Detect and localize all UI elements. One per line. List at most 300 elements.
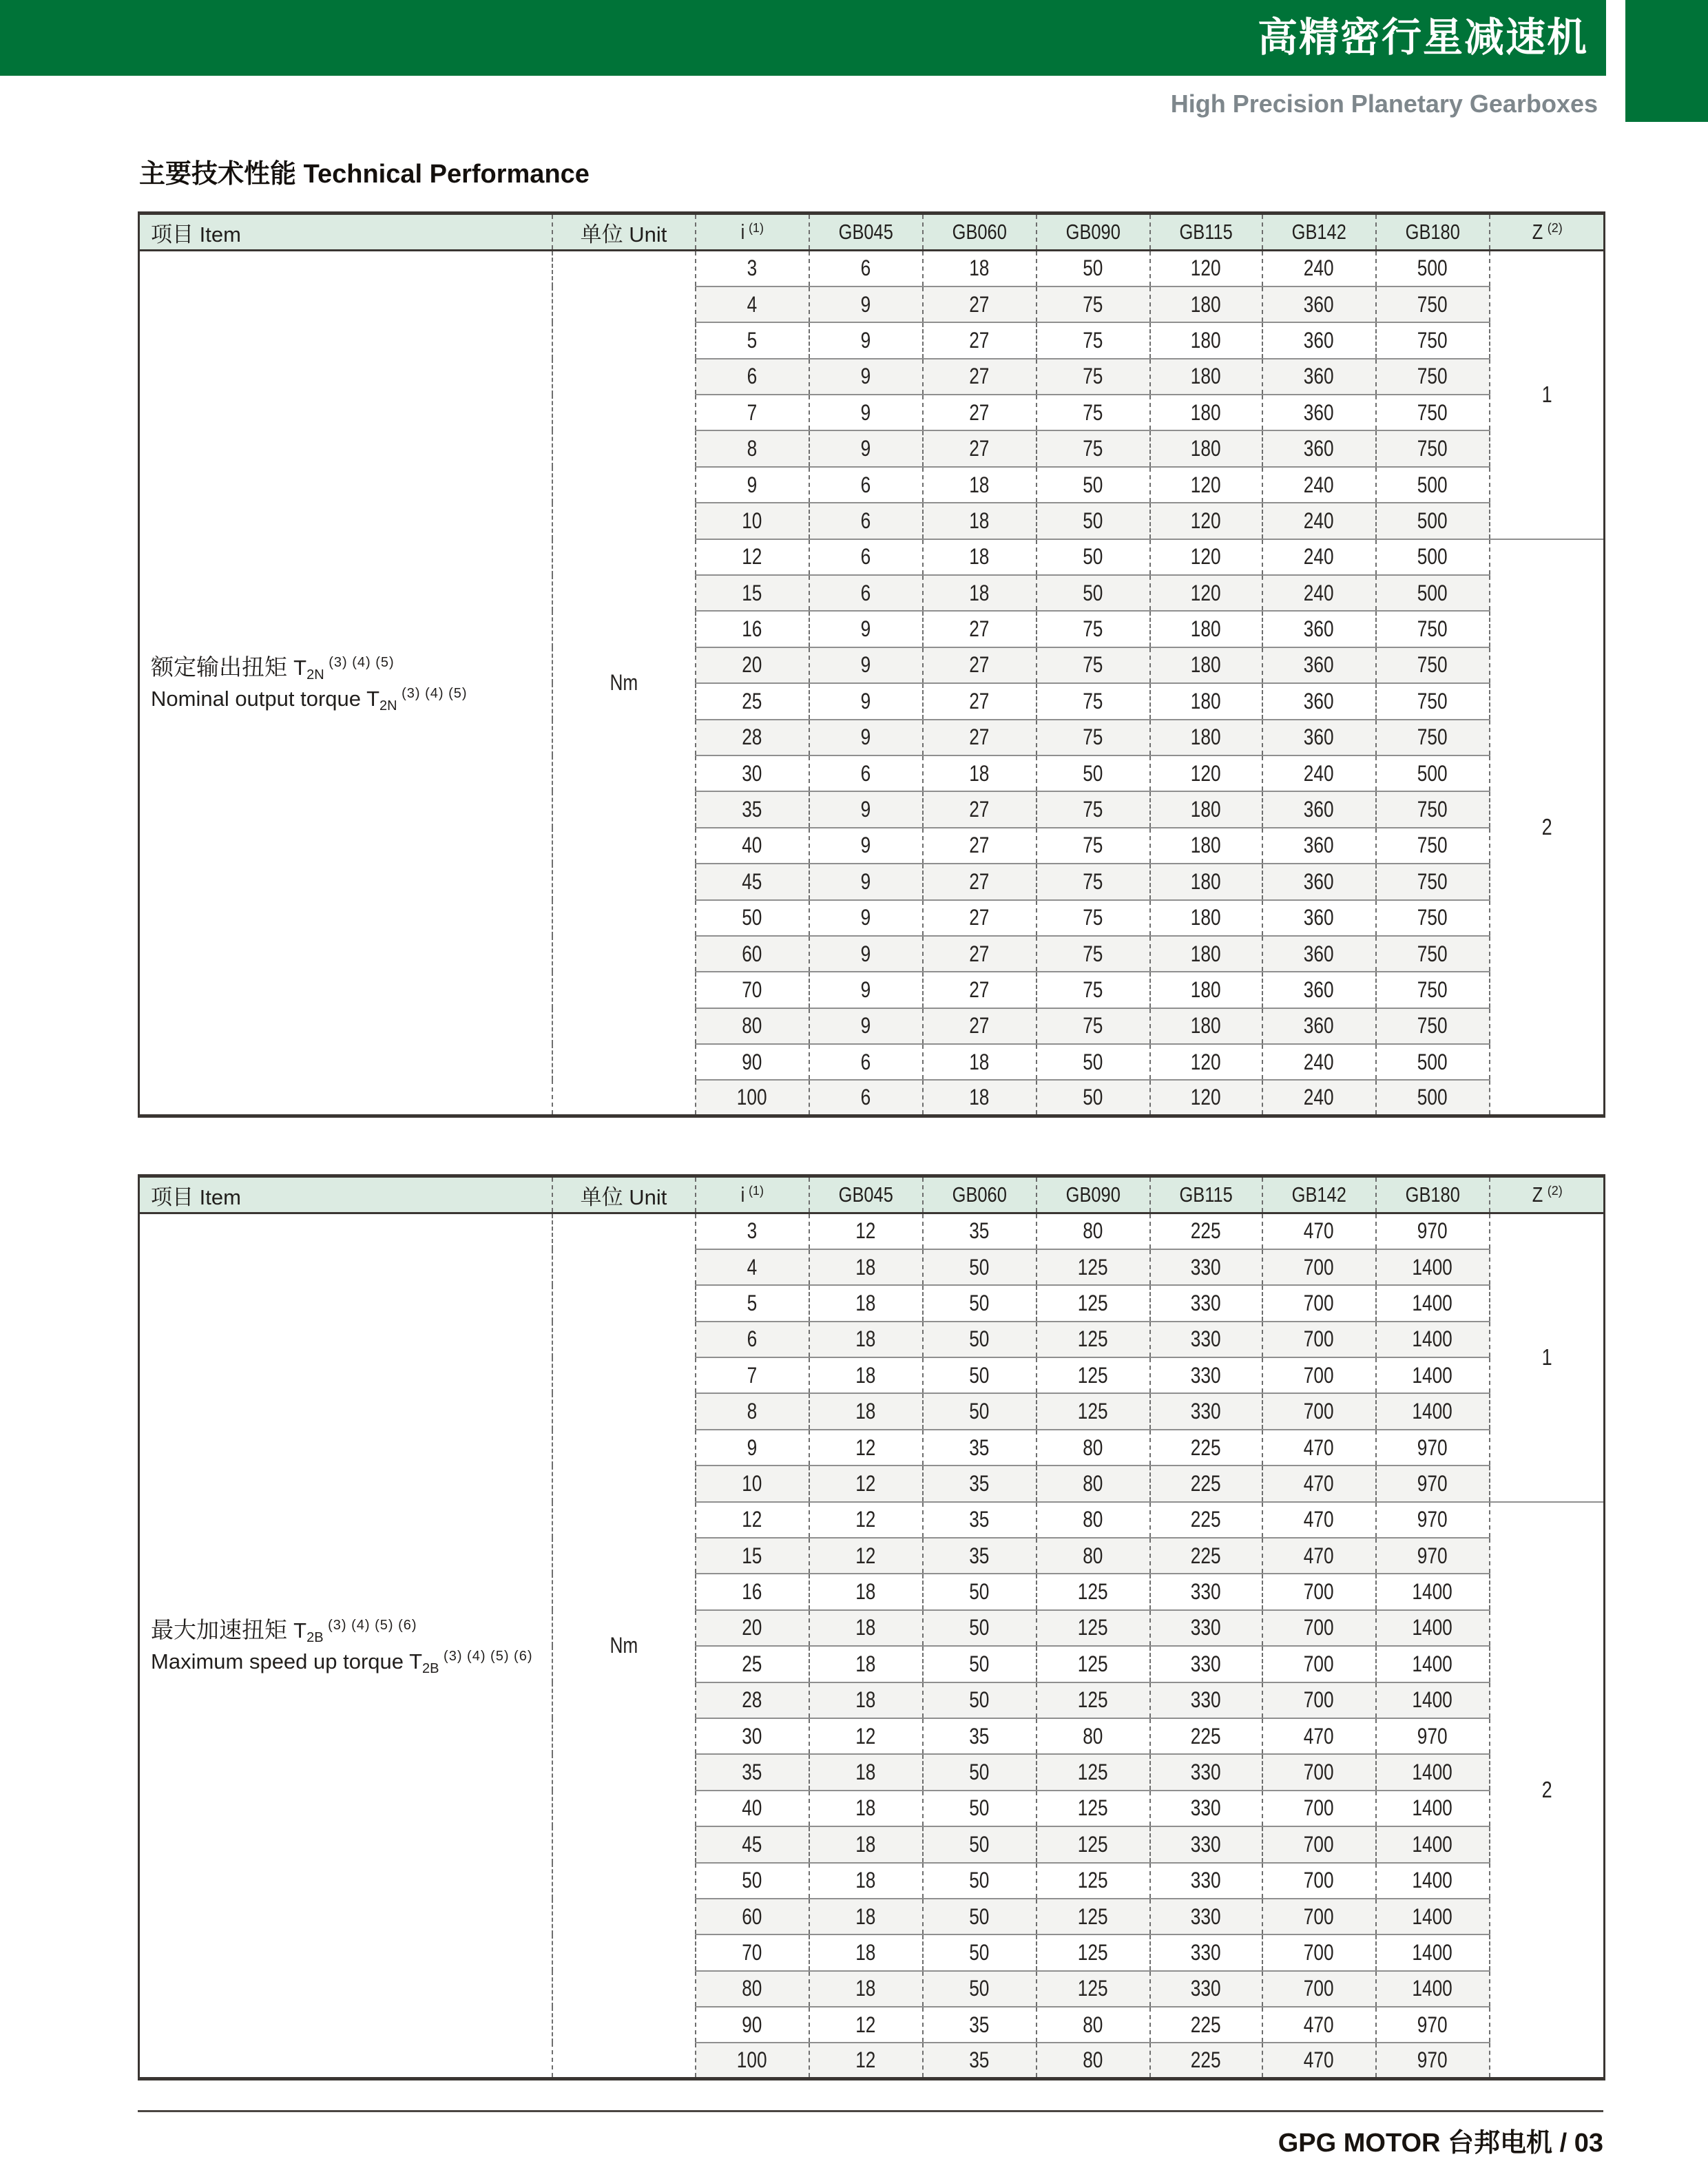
cell-value-text: 1400 xyxy=(1412,1687,1453,1713)
cell-value-text: 470 xyxy=(1304,1435,1334,1460)
cell-value-text: 125 xyxy=(1078,1615,1108,1640)
cell-value-text: 80 xyxy=(742,1976,762,2001)
torque-value-cell xyxy=(1150,1538,1262,1574)
torque-value-cell xyxy=(1262,1080,1376,1116)
torque-value-cell xyxy=(923,1080,1037,1116)
section-title xyxy=(139,158,590,190)
column-header-gb180 xyxy=(1376,213,1490,251)
cell-value-text: 35 xyxy=(969,1435,990,1460)
cell-value-text: 2 xyxy=(1541,1777,1552,1802)
cell-value-text: 750 xyxy=(1417,364,1448,389)
cell-value-text: 12 xyxy=(855,1470,876,1496)
torque-value-cell xyxy=(1037,1791,1150,1826)
cell-value-text: 35 xyxy=(969,1543,990,1568)
cell-value-text: 470 xyxy=(1304,1723,1334,1749)
cell-value-text: 18 xyxy=(855,1326,876,1352)
cell-value-text: 50 xyxy=(969,1399,990,1424)
column-header--item: 项目 Item xyxy=(139,1176,552,1213)
cell-value-text: 50 xyxy=(969,1579,990,1605)
cell-value-text: 9 xyxy=(860,977,871,1002)
torque-value-cell xyxy=(809,1791,923,1826)
torque-value-cell xyxy=(923,864,1037,899)
cell-value-text: 330 xyxy=(1191,1976,1221,2001)
torque-value-cell xyxy=(1037,900,1150,936)
cell-value-text: 27 xyxy=(969,1013,990,1039)
cell-value-text: 50 xyxy=(969,1615,990,1640)
torque-value-cell xyxy=(1262,791,1376,827)
item-label-text: 额定输出扭矩 xyxy=(151,654,294,680)
torque-value-cell xyxy=(1262,828,1376,864)
column-header-gb180 xyxy=(1376,1176,1490,1213)
torque-value-cell xyxy=(809,1044,923,1080)
torque-value-cell xyxy=(1376,791,1490,827)
cell-value-text: 470 xyxy=(1304,1543,1334,1568)
torque-value-cell xyxy=(809,1502,923,1538)
ratio-cell xyxy=(696,575,809,611)
torque-value-cell xyxy=(923,1934,1037,1970)
torque-value-cell xyxy=(809,1538,923,1574)
cell-value-text: 240 xyxy=(1304,1049,1334,1074)
torque-value-cell xyxy=(1376,2007,1490,2043)
cell-value-text: 1400 xyxy=(1412,1904,1453,1929)
torque-value-cell xyxy=(1376,936,1490,972)
item-label-cell xyxy=(139,251,552,1116)
torque-value-cell xyxy=(923,1285,1037,1321)
stage-count-cell xyxy=(1490,251,1605,539)
torque-value-cell xyxy=(1150,1754,1262,1790)
item-label-text: 最大加速扭矩 xyxy=(151,1617,294,1643)
column-header-gb142 xyxy=(1262,1176,1376,1213)
cell-value-text: 20 xyxy=(742,652,762,678)
torque-value-cell xyxy=(923,900,1037,936)
torque-value-cell xyxy=(1376,575,1490,611)
cell-value-text: 700 xyxy=(1304,1760,1334,1785)
torque-value-cell xyxy=(809,467,923,503)
cell-value-text: 125 xyxy=(1078,1795,1108,1821)
cell-value-text: 45 xyxy=(742,1831,762,1857)
cell-value-text: 50 xyxy=(969,1290,990,1315)
item-label-text: Maximum speed up torque xyxy=(151,1649,410,1674)
column-header--unit: 单位 Unit xyxy=(552,1176,696,1213)
torque-value-cell xyxy=(1150,1285,1262,1321)
torque-value-cell xyxy=(923,1249,1037,1285)
cell-value-text: 9 xyxy=(860,868,871,894)
torque-value-cell xyxy=(923,1357,1037,1393)
cell-value-text: 30 xyxy=(742,1723,762,1749)
cell-value-text: 18 xyxy=(855,1399,876,1424)
cell-value-text: 330 xyxy=(1191,1254,1221,1280)
cell-value-text: 330 xyxy=(1191,1868,1221,1893)
torque-value-cell xyxy=(1150,395,1262,430)
torque-value-cell xyxy=(1150,1466,1262,1501)
torque-value-cell xyxy=(1150,1249,1262,1285)
cell-value-text: 50 xyxy=(969,1868,990,1893)
torque-value-cell xyxy=(923,430,1037,466)
cell-value-text: 180 xyxy=(1191,364,1221,389)
cell-value-text: 50 xyxy=(969,1831,990,1857)
item-label-zh xyxy=(151,1614,552,1646)
cell-value-text: 330 xyxy=(1191,1904,1221,1929)
torque-value-cell xyxy=(809,1682,923,1718)
torque-value-cell xyxy=(1150,1971,1262,2007)
torque-value-cell xyxy=(1376,286,1490,322)
item-label-cell xyxy=(139,1213,552,2079)
torque-value-cell xyxy=(809,1357,923,1393)
cell-value-text: 700 xyxy=(1304,1795,1334,1821)
torque-value-cell xyxy=(1262,503,1376,539)
cell-value-text: 9 xyxy=(860,436,871,461)
cell-value-text: 12 xyxy=(742,544,762,570)
section-title-en: Technical Performance xyxy=(303,160,590,189)
cell-value-text: 35 xyxy=(969,2012,990,2037)
torque-value-cell xyxy=(1037,1008,1150,1044)
cell-value-text: 360 xyxy=(1304,724,1334,750)
item-label-en xyxy=(151,683,552,714)
torque-value-cell xyxy=(1376,503,1490,539)
column-header-z xyxy=(1490,1176,1605,1213)
cell-value-text: 500 xyxy=(1417,580,1448,605)
cell-value-text: 27 xyxy=(969,868,990,894)
torque-value-cell xyxy=(1150,359,1262,395)
torque-value-cell xyxy=(1150,1826,1262,1862)
torque-value-cell xyxy=(1150,1213,1262,1249)
cell-value-text: 9 xyxy=(747,472,758,497)
cell-value-text: 700 xyxy=(1304,1362,1334,1388)
column-header-text: GB045 xyxy=(838,1182,893,1207)
column-header-gb115 xyxy=(1150,213,1262,251)
torque-value-cell xyxy=(1037,1610,1150,1646)
torque-value-cell xyxy=(1376,1791,1490,1826)
torque-value-cell xyxy=(1037,322,1150,358)
cell-value-text: 12 xyxy=(855,1543,876,1568)
cell-value-text: 50 xyxy=(969,1976,990,2001)
torque-value-cell xyxy=(809,1080,923,1116)
torque-value-cell xyxy=(1150,864,1262,899)
torque-value-cell xyxy=(923,1826,1037,1862)
cell-value-text: 750 xyxy=(1417,436,1448,461)
footnote-superscript: (3) (4) (5) (6) xyxy=(439,1649,533,1665)
torque-value-cell xyxy=(1037,2043,1150,2078)
cell-value-text: 360 xyxy=(1304,399,1334,425)
cell-value-text: 970 xyxy=(1417,1470,1448,1496)
cell-value-text: 9 xyxy=(747,1435,758,1460)
torque-value-cell xyxy=(1262,322,1376,358)
torque-value-cell xyxy=(1262,1826,1376,1862)
cell-value-text: Nm xyxy=(610,670,638,696)
table-header-row xyxy=(139,213,1605,251)
cell-value-text: 12 xyxy=(855,1218,876,1244)
torque-value-cell xyxy=(923,322,1037,358)
torque-value-cell xyxy=(809,720,923,755)
ratio-cell xyxy=(696,251,809,286)
torque-value-cell xyxy=(1037,1249,1150,1285)
cell-value-text: 700 xyxy=(1304,1904,1334,1929)
torque-value-cell xyxy=(1150,1502,1262,1538)
torque-value-cell xyxy=(1150,1357,1262,1393)
torque-value-cell xyxy=(1262,467,1376,503)
torque-value-cell xyxy=(1037,539,1150,575)
table-row xyxy=(139,251,1605,286)
cell-value-text: 70 xyxy=(742,977,762,1002)
cell-value-text: 700 xyxy=(1304,1615,1334,1640)
cell-value-text: 45 xyxy=(742,868,762,894)
torque-value-cell xyxy=(1262,1430,1376,1466)
torque-value-cell xyxy=(1376,1080,1490,1116)
footer-page-label: GPG MOTOR 台邦电机 / 03 xyxy=(1278,2129,1603,2158)
cell-value-text: 1400 xyxy=(1412,1831,1453,1857)
cell-value-text: 18 xyxy=(855,1254,876,1280)
cell-value-text: 50 xyxy=(1083,255,1103,281)
torque-value-cell xyxy=(1262,1646,1376,1682)
cell-value-text: 1400 xyxy=(1412,1795,1453,1821)
torque-value-cell xyxy=(809,1826,923,1862)
cell-value-text: 125 xyxy=(1078,1362,1108,1388)
cell-value-text: 125 xyxy=(1078,1651,1108,1676)
column-header-text: GB142 xyxy=(1291,220,1346,244)
torque-value-cell xyxy=(1262,1393,1376,1429)
torque-value-cell xyxy=(1150,1863,1262,1899)
cell-value-text: 6 xyxy=(860,1085,871,1110)
cell-value-text: 360 xyxy=(1304,941,1334,966)
torque-value-cell xyxy=(809,1008,923,1044)
torque-value-cell xyxy=(923,1322,1037,1357)
cell-value-text: 75 xyxy=(1083,1013,1103,1039)
torque-value-cell xyxy=(1376,1393,1490,1429)
cell-value-text: 330 xyxy=(1191,1687,1221,1713)
cell-value-text: 8 xyxy=(747,436,758,461)
torque-value-cell xyxy=(1150,683,1262,719)
torque-value-cell xyxy=(1150,720,1262,755)
torque-value-cell xyxy=(809,1899,923,1934)
torque-value-cell xyxy=(1376,1754,1490,1790)
ratio-cell xyxy=(696,611,809,647)
cell-value-text: 500 xyxy=(1417,1049,1448,1074)
cell-value-text: 27 xyxy=(969,905,990,930)
cell-value-text: 125 xyxy=(1078,1326,1108,1352)
cell-value-text: 700 xyxy=(1304,1326,1334,1352)
torque-value-cell xyxy=(1150,539,1262,575)
torque-value-cell xyxy=(1262,1322,1376,1357)
cell-value-text: 120 xyxy=(1191,544,1221,570)
cell-value-text: 970 xyxy=(1417,2012,1448,2037)
cell-value-text: 50 xyxy=(1083,760,1103,786)
cell-value-text: 240 xyxy=(1304,255,1334,281)
cell-value-text: 9 xyxy=(860,291,871,317)
torque-value-cell xyxy=(1262,1285,1376,1321)
torque-value-cell xyxy=(923,683,1037,719)
torque-value-cell xyxy=(923,467,1037,503)
cell-value-text: 25 xyxy=(742,1651,762,1676)
cell-value-text: 60 xyxy=(742,1904,762,1929)
torque-value-cell xyxy=(923,755,1037,791)
ratio-cell xyxy=(696,936,809,972)
cell-value-text: 18 xyxy=(855,1976,876,2001)
cell-value-text: 27 xyxy=(969,327,990,353)
cell-value-text: 125 xyxy=(1078,1579,1108,1605)
column-header-text: GB115 xyxy=(1179,1182,1233,1207)
cell-value-text: 50 xyxy=(969,1760,990,1785)
torque-symbol: T xyxy=(293,1618,307,1643)
torque-value-cell xyxy=(1262,864,1376,899)
ratio-cell xyxy=(696,720,809,755)
torque-value-cell xyxy=(809,828,923,864)
torque-value-cell xyxy=(1376,467,1490,503)
torque-value-cell xyxy=(923,1538,1037,1574)
cell-value-text: 750 xyxy=(1417,652,1448,678)
column-header-i xyxy=(696,213,809,251)
column-header-gb045 xyxy=(809,213,923,251)
cell-value-text: 330 xyxy=(1191,1362,1221,1388)
cell-value-text: 18 xyxy=(855,1579,876,1605)
cell-value-text: 18 xyxy=(855,1831,876,1857)
cell-value-text: 180 xyxy=(1191,688,1221,713)
torque-value-cell xyxy=(1376,1718,1490,1754)
cell-value-text: 12 xyxy=(855,1723,876,1749)
torque-value-cell xyxy=(1150,1934,1262,1970)
torque-value-cell xyxy=(1262,1899,1376,1934)
torque-value-cell xyxy=(809,2007,923,2043)
ratio-cell xyxy=(696,2043,809,2078)
cell-value-text: 6 xyxy=(860,255,871,281)
performance-table-maximum-speed-up-torque xyxy=(138,1174,1605,2080)
torque-value-cell xyxy=(1376,1285,1490,1321)
ratio-cell xyxy=(696,972,809,1008)
cell-value-text: 750 xyxy=(1417,291,1448,317)
torque-value-cell xyxy=(1037,1826,1150,1862)
cell-value-text: 27 xyxy=(969,364,990,389)
torque-value-cell xyxy=(1376,720,1490,755)
stage-count-cell xyxy=(1490,1213,1605,1502)
torque-value-cell xyxy=(923,647,1037,683)
torque-value-cell xyxy=(1037,575,1150,611)
cell-value-text: 6 xyxy=(860,508,871,533)
cell-value-text: 27 xyxy=(969,724,990,750)
cell-value-text: 35 xyxy=(742,797,762,822)
torque-value-cell xyxy=(1376,972,1490,1008)
cell-value-text: 750 xyxy=(1417,797,1448,822)
cell-value-text: 50 xyxy=(1083,544,1103,570)
cell-value-text: 330 xyxy=(1191,1651,1221,1676)
cell-value-text: 500 xyxy=(1417,255,1448,281)
cell-value-text: 750 xyxy=(1417,399,1448,425)
cell-value-text: 35 xyxy=(969,1723,990,1749)
cell-value-text: 50 xyxy=(742,1868,762,1893)
torque-value-cell xyxy=(809,900,923,936)
cell-value-text: 9 xyxy=(860,327,871,353)
torque-value-cell xyxy=(1376,1934,1490,1970)
cell-value-text: 1400 xyxy=(1412,1326,1453,1352)
cell-value-text: 225 xyxy=(1191,1723,1221,1749)
ratio-cell xyxy=(696,755,809,791)
cell-value-text: 1400 xyxy=(1412,1399,1453,1424)
cell-value-text: 750 xyxy=(1417,1013,1448,1039)
cell-value-text: 15 xyxy=(742,580,762,605)
torque-value-cell xyxy=(1376,1213,1490,1249)
torque-value-cell xyxy=(1150,1574,1262,1609)
torque-value-cell xyxy=(1262,1466,1376,1501)
cell-value-text: 500 xyxy=(1417,1085,1448,1110)
torque-value-cell xyxy=(1150,2043,1262,2078)
torque-symbol-subscript: 2N xyxy=(379,698,397,714)
cell-value-text: 75 xyxy=(1083,797,1103,822)
cell-value-text: 500 xyxy=(1417,508,1448,533)
torque-value-cell xyxy=(1037,1213,1150,1249)
cell-value-text: 180 xyxy=(1191,941,1221,966)
torque-value-cell xyxy=(1262,1044,1376,1080)
torque-value-cell xyxy=(809,791,923,827)
cell-value-text: 360 xyxy=(1304,291,1334,317)
cell-value-text: 27 xyxy=(969,399,990,425)
torque-value-cell xyxy=(1262,1934,1376,1970)
cell-value-text: 18 xyxy=(969,1049,990,1074)
cell-value-text: 180 xyxy=(1191,1013,1221,1039)
cell-value-text: 1400 xyxy=(1412,1362,1453,1388)
cell-value-text: 180 xyxy=(1191,652,1221,678)
cell-value-text: 100 xyxy=(737,2047,767,2073)
cell-value-text: 225 xyxy=(1191,1218,1221,1244)
torque-value-cell xyxy=(1376,1610,1490,1646)
cell-value-text: 35 xyxy=(969,2047,990,2073)
torque-value-cell xyxy=(1037,1754,1150,1790)
cell-value-text: 18 xyxy=(969,255,990,281)
ratio-cell xyxy=(696,1430,809,1466)
cell-value-text: 18 xyxy=(855,1868,876,1893)
column-header-text: GB090 xyxy=(1065,1182,1121,1207)
torque-value-cell xyxy=(809,1249,923,1285)
cell-value-text: 35 xyxy=(969,1507,990,1532)
torque-value-cell xyxy=(809,1213,923,1249)
cell-value-text: 3 xyxy=(747,1218,758,1244)
torque-value-cell xyxy=(1150,1791,1262,1826)
cell-value-text: 750 xyxy=(1417,688,1448,713)
cell-value-text: 240 xyxy=(1304,508,1334,533)
torque-value-cell xyxy=(923,791,1037,827)
torque-value-cell xyxy=(1037,1466,1150,1501)
cell-value-text: 125 xyxy=(1078,1254,1108,1280)
table-header xyxy=(139,1176,1605,1213)
cell-value-text: 970 xyxy=(1417,1218,1448,1244)
ratio-cell xyxy=(696,1899,809,1934)
cell-value-text: 9 xyxy=(860,688,871,713)
cell-value-text: 180 xyxy=(1191,868,1221,894)
torque-value-cell xyxy=(1376,251,1490,286)
torque-value-cell xyxy=(923,972,1037,1008)
cell-value-text: 18 xyxy=(969,544,990,570)
ratio-cell xyxy=(696,1249,809,1285)
torque-value-cell xyxy=(923,1574,1037,1609)
column-header-text: GB115 xyxy=(1179,220,1233,244)
torque-value-cell xyxy=(809,430,923,466)
ratio-cell xyxy=(696,647,809,683)
column-header-superscript: (2) xyxy=(1543,1184,1563,1198)
ratio-cell xyxy=(696,1754,809,1790)
item-label-zh xyxy=(151,651,552,683)
torque-value-cell xyxy=(923,395,1037,430)
cell-value-text: 9 xyxy=(860,364,871,389)
cell-value-text: 80 xyxy=(1083,1470,1103,1496)
cell-value-text: 18 xyxy=(855,1615,876,1640)
ratio-cell xyxy=(696,1044,809,1080)
ratio-cell xyxy=(696,864,809,899)
cell-value-text: 180 xyxy=(1191,905,1221,930)
torque-value-cell xyxy=(1376,1574,1490,1609)
cell-value-text: 75 xyxy=(1083,327,1103,353)
torque-value-cell xyxy=(1150,1899,1262,1934)
torque-value-cell xyxy=(923,720,1037,755)
torque-value-cell xyxy=(809,1574,923,1609)
cell-value-text: 470 xyxy=(1304,1507,1334,1532)
cell-value-text: 120 xyxy=(1191,1085,1221,1110)
